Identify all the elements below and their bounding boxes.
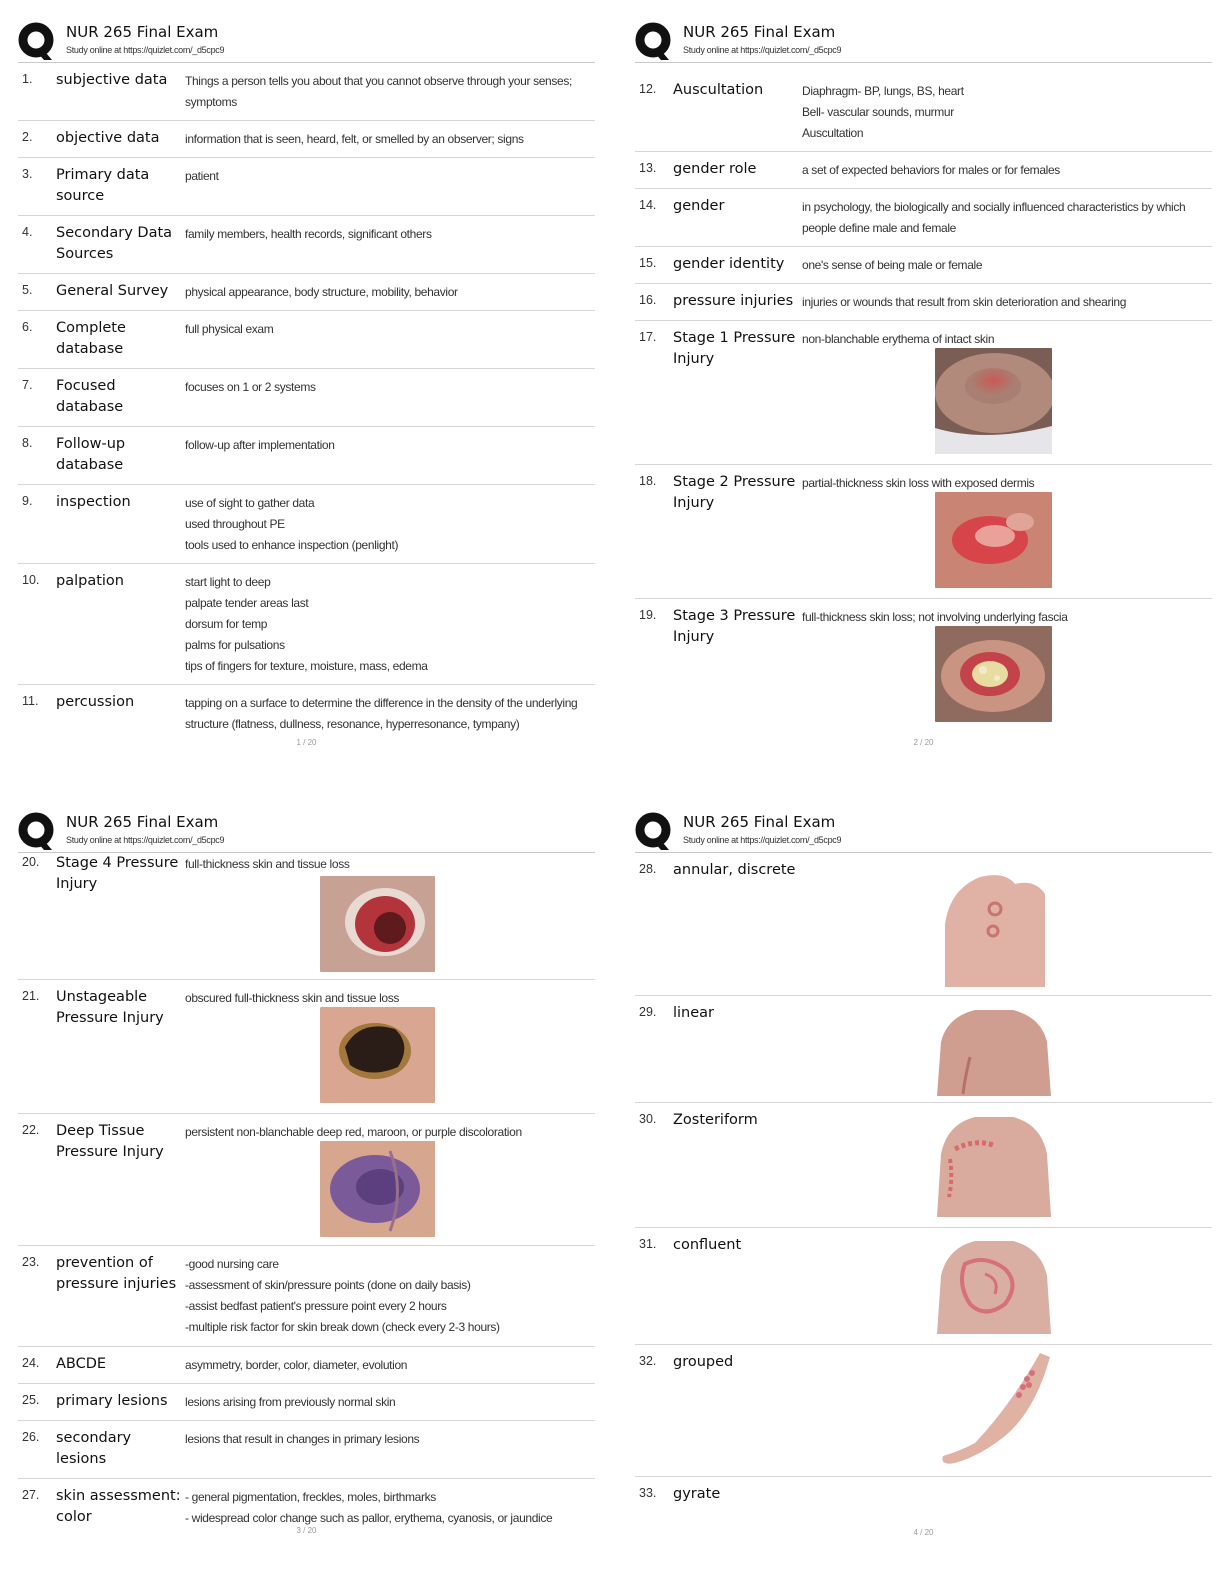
- card-number: 23.: [22, 1255, 40, 1269]
- page-1: [18, 18, 595, 747]
- page-header: [18, 808, 595, 853]
- flashcard-row: [635, 152, 1212, 189]
- card-number: 31.: [639, 1237, 657, 1251]
- card-definition: obscured full-thickness skin and tissue loss: [185, 991, 400, 1005]
- flashcard-row: [18, 1246, 595, 1347]
- card-term: objective data: [56, 130, 160, 146]
- card-definition: patient: [185, 169, 219, 183]
- flashcard-row: [18, 980, 595, 1114]
- flashcard-row: [18, 485, 595, 564]
- study-link[interactable]: Study online at https://quizlet.com/_d5cpc9: [66, 835, 225, 845]
- page-number: 2 / 20: [913, 738, 934, 747]
- card-term: Auscultation: [673, 82, 764, 98]
- flashcard-row: [635, 1228, 1212, 1345]
- card-term: linear: [673, 1005, 715, 1021]
- card-definition: full physical exam: [185, 322, 274, 336]
- flashcard-row: [635, 321, 1212, 465]
- flashcard-row: [635, 1477, 1212, 1527]
- page-2: [635, 18, 1212, 747]
- card-definition: physical appearance, body structure, mobility, behavior: [185, 285, 458, 299]
- card-number: 22.: [22, 1123, 40, 1137]
- flashcard-row: [18, 1479, 595, 1531]
- flashcard-row: [635, 189, 1212, 247]
- page-number: 4 / 20: [913, 1528, 934, 1537]
- card-term: General Survey: [56, 283, 169, 299]
- card-number: 15.: [639, 256, 657, 270]
- card-number: 33.: [639, 1486, 657, 1500]
- card-definition: follow-up after implementation: [185, 438, 335, 452]
- card-term: grouped: [673, 1354, 734, 1370]
- card-term: subjective data: [56, 72, 168, 88]
- card-number: 32.: [639, 1354, 657, 1368]
- flashcard-row: [18, 274, 595, 311]
- card-number: 25.: [22, 1393, 40, 1407]
- card-number: 12.: [639, 82, 657, 96]
- card-number: 4.: [22, 225, 33, 239]
- card-number: 11.: [22, 694, 39, 708]
- flashcard-row: [18, 121, 595, 158]
- card-number: 5.: [22, 283, 33, 297]
- card-term: prevention of pressure injuries: [56, 1255, 177, 1292]
- card-term: primary lesions: [56, 1393, 168, 1409]
- flashcard-row: [18, 853, 595, 980]
- flashcard-row: [635, 284, 1212, 321]
- page-number: 3 / 20: [296, 1526, 317, 1535]
- card-term: gyrate: [673, 1486, 721, 1502]
- card-term: annular, discrete: [673, 862, 796, 878]
- card-number: 26.: [22, 1430, 40, 1444]
- flashcard-row: [18, 158, 595, 216]
- card-number: 10.: [22, 573, 40, 587]
- quizlet-logo-icon: [635, 812, 673, 852]
- card-term: palpation: [56, 573, 124, 589]
- card-definition: lesions arising from previously normal skin: [185, 1395, 396, 1409]
- card-number: 8.: [22, 436, 33, 450]
- card-definition: lesions that result in changes in primary lesions: [185, 1432, 420, 1446]
- card-number: 1.: [22, 72, 33, 86]
- card-term: Stage 1 Pressure Injury: [673, 330, 796, 367]
- card-number: 29.: [639, 1005, 657, 1019]
- flashcard-row: [18, 1384, 595, 1421]
- card-definition: a set of expected behaviors for males or for females: [802, 163, 1060, 177]
- card-definition: injuries or wounds that result from skin deterioration and shearing: [802, 295, 1127, 309]
- card-term: inspection: [56, 494, 131, 510]
- flashcard-row: [18, 1421, 595, 1479]
- flashcard-row: [635, 247, 1212, 284]
- page-3: [18, 808, 595, 1535]
- study-link[interactable]: Study online at https://quizlet.com/_d5cpc9: [683, 45, 842, 55]
- card-term: ABCDE: [56, 1356, 107, 1372]
- flashcard-row: [635, 465, 1212, 599]
- stage2-wound-photo: [935, 492, 1052, 588]
- card-number: 19.: [639, 608, 657, 622]
- card-term: secondary lesions: [56, 1430, 132, 1467]
- card-term: Stage 4 Pressure Injury: [56, 855, 179, 892]
- card-term: Unstageable Pressure Injury: [56, 989, 164, 1026]
- stage1-wound-photo: [935, 348, 1052, 454]
- card-definition: information that is seen, heard, felt, or smelled by an observer; signs: [185, 132, 524, 146]
- quizlet-logo-icon: [18, 812, 56, 852]
- card-definition: use of sight to gather data used throughout PE tools used to enhance inspection (penlight): [185, 496, 399, 552]
- page-title: NUR 265 Final Exam: [66, 813, 219, 831]
- linear-lesion-illustration: [935, 1002, 1053, 1096]
- annular-lesion-illustration: [935, 869, 1047, 987]
- card-term: gender role: [673, 161, 757, 177]
- flashcard-row: [635, 853, 1212, 996]
- study-link[interactable]: Study online at https://quizlet.com/_d5cpc9: [66, 45, 225, 55]
- card-definition: -good nursing care -assessment of skin/pressure points (done on daily basis) -assist bedfast patient's pressure point every 2 hours -multiple risk factor for skin break down (check every 2-3 hours): [185, 1257, 500, 1334]
- flashcard-row: [635, 1345, 1212, 1477]
- card-definition: full-thickness skin and tissue loss: [185, 857, 350, 871]
- card-term: confluent: [673, 1237, 742, 1253]
- card-definition: family members, health records, significant others: [185, 227, 432, 241]
- page-header: [635, 18, 1212, 63]
- page-header: [635, 808, 1212, 853]
- card-term: Follow-up database: [56, 436, 126, 473]
- card-number: 6.: [22, 320, 33, 334]
- flashcard-row: [18, 685, 595, 741]
- flashcard-row: [635, 599, 1212, 731]
- unstageable-wound-photo: [320, 1007, 435, 1103]
- confluent-lesion-illustration: [935, 1234, 1053, 1336]
- study-link[interactable]: Study online at https://quizlet.com/_d5cpc9: [683, 835, 842, 845]
- card-definition: Things a person tells you about that you cannot observe through your senses; symptoms: [185, 74, 572, 109]
- card-number: 17.: [639, 330, 657, 344]
- card-term: Focused database: [56, 378, 124, 415]
- page-4: [635, 808, 1212, 1537]
- card-term: Complete database: [56, 320, 126, 357]
- flashcard-row: [18, 1347, 595, 1384]
- flashcard-row: [18, 369, 595, 427]
- zosteriform-lesion-illustration: [935, 1109, 1053, 1221]
- card-term: Zosteriform: [673, 1112, 758, 1128]
- flashcard-row: [635, 996, 1212, 1103]
- card-number: 9.: [22, 494, 33, 508]
- stage4-wound-photo: [320, 876, 435, 972]
- card-definition: asymmetry, border, color, diameter, evolution: [185, 1358, 408, 1372]
- card-definition: full-thickness skin loss; not involving underlying fascia: [802, 610, 1068, 624]
- grouped-lesion-illustration: [935, 1351, 1053, 1469]
- card-number: 21.: [22, 989, 40, 1003]
- card-number: 14.: [639, 198, 657, 212]
- card-number: 2.: [22, 130, 33, 144]
- flashcard-row: [18, 564, 595, 685]
- card-term: Deep Tissue Pressure Injury: [56, 1123, 164, 1160]
- flashcard-row: [18, 63, 595, 121]
- card-definition: start light to deep palpate tender areas last dorsum for temp palms for pulsations tips of fingers for texture, moisture, mass, edema: [185, 575, 428, 673]
- card-term: gender: [673, 198, 725, 214]
- card-term: Stage 3 Pressure Injury: [673, 608, 796, 645]
- card-definition: one's sense of being male or female: [802, 258, 983, 272]
- page-title: NUR 265 Final Exam: [683, 813, 836, 831]
- card-definition: focuses on 1 or 2 systems: [185, 380, 316, 394]
- card-number: 18.: [639, 474, 657, 488]
- card-definition: tapping on a surface to determine the difference in the density of the underlying structure (flatness, dullness, resonance, hyperresonance, tympany): [185, 696, 578, 731]
- card-number: 13.: [639, 161, 657, 175]
- flashcard-row: [18, 427, 595, 485]
- card-number: 16.: [639, 293, 657, 307]
- card-definition: - general pigmentation, freckles, moles, birthmarks - widespread color change such as pallor, erythema, cyanosis, or jaundice: [185, 1490, 553, 1525]
- flashcard-row: [18, 216, 595, 274]
- page-number: 1 / 20: [296, 738, 317, 747]
- card-number: 24.: [22, 1356, 40, 1370]
- card-definition: persistent non-blanchable deep red, maroon, or purple discoloration: [185, 1125, 522, 1139]
- flashcard-row: [635, 73, 1212, 152]
- card-term: pressure injuries: [673, 293, 794, 309]
- card-term: Primary data source: [56, 167, 150, 204]
- card-number: 30.: [639, 1112, 657, 1126]
- card-term: gender identity: [673, 256, 785, 272]
- card-number: 20.: [22, 855, 40, 869]
- flashcard-row: [18, 311, 595, 369]
- card-number: 3.: [22, 167, 33, 181]
- card-definition: non-blanchable erythema of intact skin: [802, 332, 995, 346]
- stage3-wound-photo: [935, 626, 1052, 722]
- card-term: Stage 2 Pressure Injury: [673, 474, 796, 511]
- card-definition: in psychology, the biologically and socially influenced characteristics by which people define male and female: [802, 200, 1186, 235]
- page-header: [18, 18, 595, 63]
- card-term: Secondary Data Sources: [56, 225, 173, 262]
- card-number: 7.: [22, 378, 33, 392]
- quizlet-logo-icon: [635, 22, 673, 62]
- flashcard-row: [635, 1103, 1212, 1228]
- quizlet-logo-icon: [18, 22, 56, 62]
- card-number: 27.: [22, 1488, 40, 1502]
- card-term: skin assessment: color: [56, 1488, 181, 1525]
- card-definition: Diaphragm- BP, lungs, BS, heart Bell- vascular sounds, murmur Auscultation: [802, 84, 964, 140]
- page-title: NUR 265 Final Exam: [66, 23, 219, 41]
- page-title: NUR 265 Final Exam: [683, 23, 836, 41]
- card-definition: partial-thickness skin loss with exposed dermis: [802, 476, 1035, 490]
- card-number: 28.: [639, 862, 657, 876]
- deep-tissue-injury-photo: [320, 1141, 435, 1237]
- flashcard-row: [18, 1114, 595, 1246]
- card-term: percussion: [56, 694, 135, 710]
